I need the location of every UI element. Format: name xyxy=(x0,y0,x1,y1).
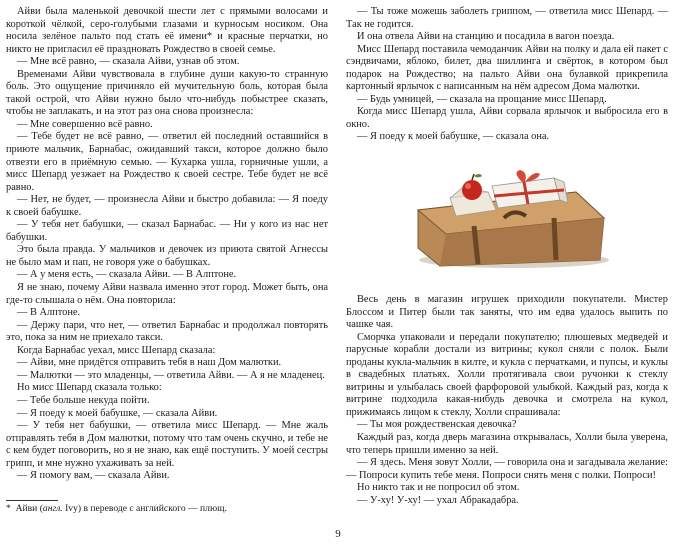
paragraph: Сморчка упаковали и передали покупателю; плюшевых медведей и парусные корабли достали из витрины; кукол сняли с полок. Были проданы кукла-мальчик в килте, и кукла с перчатками, и пупсы, и куклы в свадебных платьях. Холли протягивала свои ручонки к стеклу витрины и улыбалась своей фарфоровой улыбкой. Каждый раз, когда к витрине подходила какая-нибудь девочка и смотрела на кукол, прижимаясь лицом к стеклу, Холли спрашивала: xyxy=(346,331,668,418)
footnote-english-word: Ivy xyxy=(65,503,78,514)
left-column xyxy=(6,6,328,483)
paragraph: Когда Барнабас уехал, мисс Шепард сказала: xyxy=(17,344,216,356)
paragraph: Когда мисс Шепард ушла, Айви сорвала ярлычок и выбросила его в окно. xyxy=(346,106,668,130)
footnote-name: Айви xyxy=(15,503,38,514)
paragraph: — Я здесь. Меня зовут Холли, — говорила она и загадывала желание: — Попроси купить тебе меня. Попроси снять меня с полки. Попроси! xyxy=(346,457,668,481)
page-number: 9 xyxy=(335,528,341,540)
footnote-rest: ) в переводе с английского — плющ. xyxy=(77,503,227,514)
paragraph: Каждый раз, когда дверь магазина открывалась, Холли была уверена, что теперь пришли именно за ней. xyxy=(346,432,668,456)
paragraph: — Я поеду к моей бабушке, — сказала она. xyxy=(357,131,550,143)
paragraph: — Ты моя рождественская девочка? xyxy=(357,419,517,431)
paragraph: — Будь умницей, — сказала на прощание мисс Шепард. xyxy=(357,93,607,105)
paragraph: — Нет, не будет, — произнесла Айви и быстро добавила: — Я поеду к своей бабушке. xyxy=(6,194,328,218)
paragraph: Временами Айви чувствовала в глубине души какую-то странную боль. Это ощущение причиняло ей мучительную боль, которая была такой острой, что Айви нужно было что-нибудь побыстрее сказать, чтобы не заплакать, и на этот раз она снова произнесла: xyxy=(6,68,328,118)
suitcase-illustration xyxy=(404,148,614,273)
paragraph: Но никто так и не попросил об этом. xyxy=(357,482,520,494)
right-column-lower xyxy=(346,294,668,507)
footnote: * Айви (англ. Ivy) в переводе с английского — плющ. xyxy=(6,503,227,514)
paragraph: — У тебя нет бабушки, — сказал Барнабас. — Ни у кого из нас нет бабушки. xyxy=(6,219,328,243)
paragraph: — А у меня есть, — сказала Айви. — В Алптоне. xyxy=(17,269,237,281)
paragraph: — У тебя нет бабушки, — ответила мисс Шепард. — Мне жаль отправлять тебя в Дом малютки, потому что там очень скучно, и тебе не с кем будет поговорить, но я не знаю, как ещё поступить. У моей сестры грипп, и мне нужно ухаживать за ней. xyxy=(6,420,328,469)
paragraph: И она отвела Айви на станцию и посадила в вагон поезда. xyxy=(357,31,615,43)
paragraph: — В Алптоне. xyxy=(17,307,81,319)
paragraph: Это была правда. У мальчиков и девочек из приюта святой Агнессы не было мам и пап, не говоря уже о бабушках. xyxy=(6,244,328,268)
paragraph: — Я поеду к моей бабушке, — сказала Айви. xyxy=(17,407,218,419)
paragraph: — Малютки — это младенцы, — ответила Айви. — А я не младенец. xyxy=(17,369,325,381)
paragraph: — У-ху! У-ху! — ухал Абракадабра. xyxy=(357,494,519,506)
footnote-divider xyxy=(6,500,58,501)
paragraph: — Ты тоже можешь заболеть гриппом, — ответила мисс Шепард. — Так не годится. xyxy=(346,6,668,30)
paragraph: Весь день в магазин игрушек приходили покупатели. Мистер Блоссом и Питер были так заняты, что им едва удалось выпить по чашке чая. xyxy=(346,294,668,331)
paragraph: — Айви, мне придётся отправить тебя в наш Дом малютки. xyxy=(17,357,282,369)
paragraph: Я не знаю, почему Айви назвала именно этот город. Может быть, она где-то слышала о нём. Она повторила: xyxy=(6,282,328,306)
paragraph: — Я помогу вам, — сказала Айви. xyxy=(17,470,170,482)
paragraph: Но мисс Шепард сказала только: xyxy=(17,382,162,394)
footnote-marker: * xyxy=(6,503,11,514)
paragraph: Айви была маленькой девочкой шести лет с прямыми волосами и короткой чёлкой, серо-голубыми глазами и курносым носиком. Она носила зелёное пальто под стать её имени* и красные перчатки, но никто не пригласил её праздновать Рождество в своей семье. xyxy=(6,6,328,55)
paragraph: — Мне всё равно, — сказала Айви, узнав об этом. xyxy=(17,56,240,68)
paragraph: — Тебе будет не всё равно, — ответил ей последний оставшийся в приюте мальчик, Барнабас, ожидавший такси, которое должно было отвезти его в приёмную семью. — Кухарка ушла, горничные ушли, а мисс Шепард уезжает на Рождество к своей сестре. Тебе будет не всё равно. xyxy=(6,131,328,193)
paragraph: — Держу пари, что нет, — ответил Барнабас и продолжал повторять это, пока за ним не приехало такси. xyxy=(6,319,328,344)
paragraph: — Мне совершенно всё равно. xyxy=(17,118,153,130)
paragraph: — Тебе больше некуда пойти. xyxy=(17,394,150,406)
right-column-upper xyxy=(346,6,668,144)
footnote-lang: англ. xyxy=(42,503,63,514)
paragraph: Мисс Шепард поставила чемоданчик Айви на полку и дала ей пакет с сэндвичами, яблоко, билет, два шиллинга и свёрток, в котором был подарок на Рождество; на пальто Айви она булавкой прикрепила картонный ярлычок с написанным на нём адресом Дома малютки. xyxy=(346,43,668,93)
